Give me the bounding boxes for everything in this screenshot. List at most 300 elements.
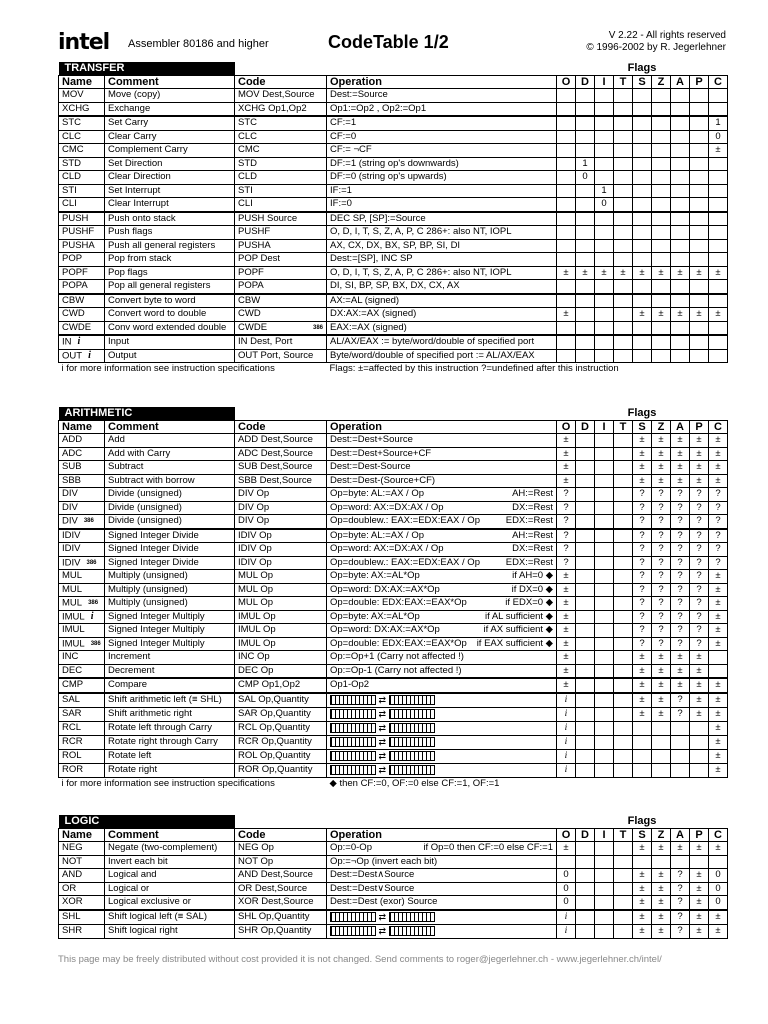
flag-p (690, 171, 709, 185)
section-title: TRANSFER (59, 62, 235, 75)
flag-c: ? (709, 556, 728, 570)
arrow-icon: ⇄ (376, 911, 389, 922)
flag-t (614, 624, 633, 638)
flag-t (614, 253, 633, 267)
instr-code (235, 869, 327, 883)
flag-z: ? (652, 624, 671, 638)
col-name: Name (59, 420, 105, 434)
instruction-row (59, 597, 728, 611)
instr-code (235, 763, 327, 777)
instr-name (59, 763, 105, 777)
col-comment: Comment (105, 420, 235, 434)
instruction-row (59, 637, 728, 651)
flag-s: ± (633, 447, 652, 461)
flag-a (671, 102, 690, 116)
instr-code (235, 597, 327, 611)
col-flag-d: D (576, 75, 595, 89)
instr-code-text: MUL Op (238, 570, 274, 582)
instr-comment: Multiply (unsigned) (105, 583, 235, 597)
flag-d (576, 529, 595, 543)
flag-z (652, 294, 671, 308)
instr-operation (327, 869, 557, 883)
flag-c (709, 294, 728, 308)
flag-c (709, 280, 728, 294)
instr-operation (327, 735, 557, 749)
instruction-row (59, 556, 728, 570)
flag-z (652, 184, 671, 198)
column-header-row (59, 75, 728, 89)
flag-s: ± (633, 678, 652, 693)
instr-operation (327, 434, 557, 448)
instr-code-text: NEG Op (238, 842, 274, 854)
instr-mnemonic: PUSH (62, 212, 89, 224)
flag-c: ± (709, 735, 728, 749)
instr-code (235, 474, 327, 488)
instr-mnemonic: STD (62, 157, 81, 169)
section-header-row (59, 407, 728, 420)
flag-i (595, 842, 614, 856)
instr-mnemonic: IN (62, 336, 72, 348)
col-flag-c: C (709, 420, 728, 434)
flag-p: ? (690, 556, 709, 570)
flag-d (576, 570, 595, 584)
flag-i (595, 556, 614, 570)
instr-operation (327, 583, 557, 597)
instr-comment: Push flags (105, 226, 235, 240)
instruction-row (59, 501, 728, 515)
instr-name (59, 116, 105, 130)
flag-z: ? (652, 515, 671, 529)
instr-mnemonic: CLI (62, 198, 77, 210)
flag-c (709, 226, 728, 240)
flag-t (614, 198, 633, 212)
shift-diagram (330, 750, 435, 763)
instr-code (235, 624, 327, 638)
instr-name (59, 102, 105, 116)
flag-s: ± (633, 693, 652, 708)
header-subtitle: Assembler 80186 and higher (128, 38, 269, 50)
instr-operation (327, 624, 557, 638)
instr-code-text: CWDE (238, 321, 268, 333)
instr-name (59, 447, 105, 461)
flag-p: ? (690, 543, 709, 557)
col-flag-s: S (633, 828, 652, 842)
flag-c (709, 102, 728, 116)
instr-comment: Rotate left through Carry (105, 721, 235, 735)
instr-code (235, 349, 327, 363)
flag-s: ? (633, 529, 652, 543)
flag-i (595, 474, 614, 488)
instr-code (235, 515, 327, 529)
instruction-row (59, 910, 728, 925)
flag-d: ± (576, 266, 595, 280)
instr-code (235, 910, 327, 925)
instr-name (59, 198, 105, 212)
instr-operation (327, 651, 557, 665)
instruction-row (59, 543, 728, 557)
flag-p (690, 349, 709, 363)
flag-d (576, 280, 595, 294)
instr-operation (327, 721, 557, 735)
col-code: Code (235, 828, 327, 842)
operation-text: CF:=1 (330, 117, 357, 129)
instr-mnemonic: OUT (62, 350, 83, 362)
flag-d (576, 896, 595, 910)
instr-mnemonic: XCHG (62, 102, 90, 114)
flag-p: ? (690, 570, 709, 584)
instruction-row (59, 749, 728, 763)
flag-z: ± (652, 266, 671, 280)
instr-code-text: SUB Dest,Source (238, 461, 313, 473)
flag-c: ± (709, 910, 728, 925)
instr-mnemonic: MOV (62, 89, 84, 101)
flag-s: ? (633, 543, 652, 557)
flag-t (614, 171, 633, 185)
flag-i (595, 678, 614, 693)
instr-code-text: ROR Op,Quantity (238, 764, 313, 776)
flag-i (595, 597, 614, 611)
flag-p: ± (690, 707, 709, 721)
flag-p: ± (690, 896, 709, 910)
flag-t (614, 116, 633, 130)
operation-text: Op=word: AX:=DX:AX / Op (330, 543, 444, 555)
instr-operation (327, 763, 557, 777)
instr-code-text: PUSHF (238, 226, 271, 238)
flag-t (614, 763, 633, 777)
instr-mnemonic: SUB (62, 461, 82, 473)
flag-z: ? (652, 529, 671, 543)
instr-code (235, 212, 327, 226)
col-name: Name (59, 828, 105, 842)
instr-mnemonic: SHL (62, 911, 81, 922)
flag-a: ? (671, 515, 690, 529)
instr-operation (327, 461, 557, 475)
flag-z (652, 855, 671, 869)
flag-c: ± (709, 474, 728, 488)
instr-operation (327, 570, 557, 584)
flag-t (614, 721, 633, 735)
flag-p (690, 198, 709, 212)
flag-z (652, 763, 671, 777)
flag-d (576, 294, 595, 308)
flag-d (576, 924, 595, 938)
flag-z (652, 212, 671, 226)
flag-o (557, 226, 576, 240)
instr-mnemonic: DIV (62, 488, 78, 500)
instr-operation (327, 116, 557, 130)
instr-operation (327, 144, 557, 158)
flag-i (595, 721, 614, 735)
operation-text: DI, SI, BP, SP, BX, DX, CX, AX (330, 280, 460, 292)
operation-text: Op:=0-Op (330, 842, 372, 854)
instr-code-text: POP Dest (238, 253, 281, 265)
flag-c (709, 198, 728, 212)
instr-name (59, 130, 105, 144)
instr-code-text: SBB Dest,Source (238, 474, 312, 486)
flag-o: ? (557, 529, 576, 543)
instruction-row (59, 130, 728, 144)
flag-t (614, 693, 633, 708)
instr-comment: Subtract with borrow (105, 474, 235, 488)
instr-code (235, 924, 327, 938)
flag-z: ± (652, 664, 671, 678)
instruction-row (59, 116, 728, 130)
info-icon: i (90, 610, 94, 622)
flag-z (652, 130, 671, 144)
instr-name (59, 89, 105, 103)
flag-p: ± (690, 693, 709, 708)
flag-z: ± (652, 693, 671, 708)
instr-operation (327, 707, 557, 721)
flag-s: ± (633, 474, 652, 488)
flag-t (614, 529, 633, 543)
instr-code-text: IDIV Op (238, 529, 272, 541)
instr-comment: Add (105, 434, 235, 448)
flag-c: ? (709, 543, 728, 557)
instruction-row (59, 529, 728, 543)
flag-t (614, 239, 633, 253)
instr-mnemonic: NOT (62, 855, 83, 867)
instr-mnemonic: AND (62, 869, 83, 881)
instr-name (59, 321, 105, 335)
instr-code-text: IN Dest, Port (238, 336, 293, 348)
instr-mnemonic: ADC (62, 447, 83, 459)
operation-text: AX, CX, DX, BX, SP, BP, SI, DI (330, 239, 461, 251)
flag-a: ± (671, 461, 690, 475)
flag-c: ± (709, 144, 728, 158)
flag-d (576, 198, 595, 212)
flag-c (709, 664, 728, 678)
instr-code (235, 610, 327, 624)
instr-name (59, 184, 105, 198)
flag-s (633, 335, 652, 349)
instr-comment: Clear Direction (105, 171, 235, 185)
instr-code-text: ROL Op,Quantity (238, 750, 311, 762)
instr-mnemonic: MUL (62, 583, 83, 595)
flag-i (595, 294, 614, 308)
instruction-row (59, 570, 728, 584)
arrow-icon: ⇄ (376, 736, 389, 747)
flag-a: ± (671, 308, 690, 322)
flag-a: ? (671, 924, 690, 938)
instr-code (235, 321, 327, 335)
instr-name (59, 597, 105, 611)
flag-p (690, 721, 709, 735)
flag-i (595, 89, 614, 103)
flag-a: ? (671, 910, 690, 925)
instr-mnemonic: PUSHA (62, 239, 95, 251)
instr-operation (327, 749, 557, 763)
flag-o: ? (557, 515, 576, 529)
flag-t (614, 543, 633, 557)
flag-s: ? (633, 556, 652, 570)
flag-c: ± (709, 693, 728, 708)
instruction-row (59, 882, 728, 896)
col-flag-p: P (690, 420, 709, 434)
instr-mnemonic: RCL (62, 722, 82, 734)
instruction-row (59, 678, 728, 693)
flag-s (633, 735, 652, 749)
operation-text: DF:=1 (string op's downwards) (330, 157, 459, 169)
flag-t (614, 924, 633, 938)
flag-z (652, 198, 671, 212)
instr-comment: Move (copy) (105, 89, 235, 103)
arrow-icon: ⇄ (376, 708, 389, 719)
flag-c: ± (709, 583, 728, 597)
instr-code (235, 102, 327, 116)
flag-z (652, 144, 671, 158)
instruction-row (59, 280, 728, 294)
instr-mnemonic: CLD (62, 171, 82, 183)
flag-p (690, 253, 709, 267)
instr-operation (327, 321, 557, 335)
instr-name (59, 474, 105, 488)
instr-operation (327, 501, 557, 515)
instruction-row (59, 434, 728, 448)
instr-code-text: XCHG Op1,Op2 (238, 102, 307, 114)
flag-d (576, 447, 595, 461)
operation-result: if AH=0 ◆ (512, 570, 553, 582)
col-code: Code (235, 75, 327, 89)
flag-i (595, 624, 614, 638)
col-flag-z: Z (652, 75, 671, 89)
operation-text: CF:= ¬CF (330, 144, 372, 156)
flag-t (614, 335, 633, 349)
flag-z: ? (652, 543, 671, 557)
flag-c: ? (709, 529, 728, 543)
instruction-row (59, 651, 728, 665)
instr-name (59, 556, 105, 570)
version-text: V 2.22 - All rights reserved (608, 30, 726, 41)
instruction-row (59, 335, 728, 349)
instr-code-text: SHR Op,Quantity (238, 925, 312, 936)
cpu-tag: 386 (86, 559, 97, 566)
operation-text: Dest:=Dest (exor) Source (330, 896, 438, 908)
instr-code (235, 308, 327, 322)
instr-operation (327, 226, 557, 240)
flag-d (576, 664, 595, 678)
flag-p: ± (690, 447, 709, 461)
instr-operation (327, 102, 557, 116)
instr-name (59, 171, 105, 185)
instr-mnemonic: IDIV (62, 543, 81, 555)
flag-c (709, 349, 728, 363)
instr-comment: Rotate left (105, 749, 235, 763)
flag-s: ? (633, 583, 652, 597)
instr-mnemonic: STC (62, 117, 81, 129)
col-flag-a: A (671, 75, 690, 89)
flag-d (576, 184, 595, 198)
instr-code (235, 693, 327, 708)
operation-result: EDX:=Rest (505, 556, 553, 568)
flag-s: ± (633, 461, 652, 475)
flag-a: ? (671, 543, 690, 557)
instr-comment: Clear Interrupt (105, 198, 235, 212)
flag-o: 0 (557, 869, 576, 883)
flag-c: 0 (709, 882, 728, 896)
instr-mnemonic: PUSHF (62, 226, 95, 238)
register-bits (330, 926, 376, 936)
operation-text: Dest:=Dest+Source (330, 434, 413, 446)
instr-operation (327, 896, 557, 910)
operation-result: EDX:=Rest (505, 515, 553, 527)
instr-comment: Multiply (unsigned) (105, 597, 235, 611)
flag-d (576, 556, 595, 570)
flag-c: ± (709, 266, 728, 280)
flag-o (557, 335, 576, 349)
flag-a (671, 280, 690, 294)
instr-code (235, 335, 327, 349)
flag-z: ? (652, 637, 671, 651)
flag-t (614, 461, 633, 475)
instr-code-text: CMC (238, 144, 260, 156)
instr-code-text: SAL Op,Quantity (238, 694, 309, 706)
flag-i (595, 543, 614, 557)
instr-mnemonic: DIV (62, 515, 78, 527)
flag-d (576, 910, 595, 925)
flag-c: ± (709, 842, 728, 856)
flag-z (652, 157, 671, 171)
flag-a (671, 116, 690, 130)
instr-operation (327, 212, 557, 226)
instr-operation (327, 130, 557, 144)
register-bits (389, 723, 435, 733)
flag-i (595, 869, 614, 883)
flag-a: ? (671, 529, 690, 543)
flag-z (652, 321, 671, 335)
flag-c: 1 (709, 116, 728, 130)
operation-text: EAX:=AX (signed) (330, 321, 407, 333)
flag-o: ± (557, 842, 576, 856)
flag-o: i (557, 707, 576, 721)
col-flag-p: P (690, 75, 709, 89)
flag-c: ± (709, 308, 728, 322)
flag-s: ± (633, 869, 652, 883)
operation-text: Op=byte: AL:=AX / Op (330, 529, 425, 541)
instr-comment: Signed Integer Multiply (105, 610, 235, 624)
flag-p: ? (690, 583, 709, 597)
flag-t (614, 664, 633, 678)
operation-text: Op=double: EDX:EAX:=EAX*Op (330, 597, 467, 609)
flag-i (595, 570, 614, 584)
flag-s: ± (633, 842, 652, 856)
instr-comment: Shift arithmetic right (105, 707, 235, 721)
flag-i: 0 (595, 198, 614, 212)
flag-z (652, 116, 671, 130)
flag-z (652, 171, 671, 185)
flag-p (690, 226, 709, 240)
instr-comment: Set Direction (105, 157, 235, 171)
register-bits (330, 765, 376, 775)
instr-code-text: POPF (238, 266, 264, 278)
instruction-row (59, 624, 728, 638)
operation-result: AH:=Rest (512, 529, 553, 541)
register-bits (330, 751, 376, 761)
flag-t (614, 882, 633, 896)
col-flag-p: P (690, 828, 709, 842)
instr-mnemonic: DIV (62, 501, 78, 513)
col-flag-i: I (595, 828, 614, 842)
col-flag-t: T (614, 420, 633, 434)
flag-a (671, 212, 690, 226)
flag-d (576, 693, 595, 708)
flag-p: ? (690, 515, 709, 529)
operation-text: Byte/word/double of specified port := AL/AX/EAX (330, 349, 535, 361)
flag-z (652, 749, 671, 763)
flag-s: ± (633, 651, 652, 665)
flag-d (576, 212, 595, 226)
flag-d (576, 89, 595, 103)
